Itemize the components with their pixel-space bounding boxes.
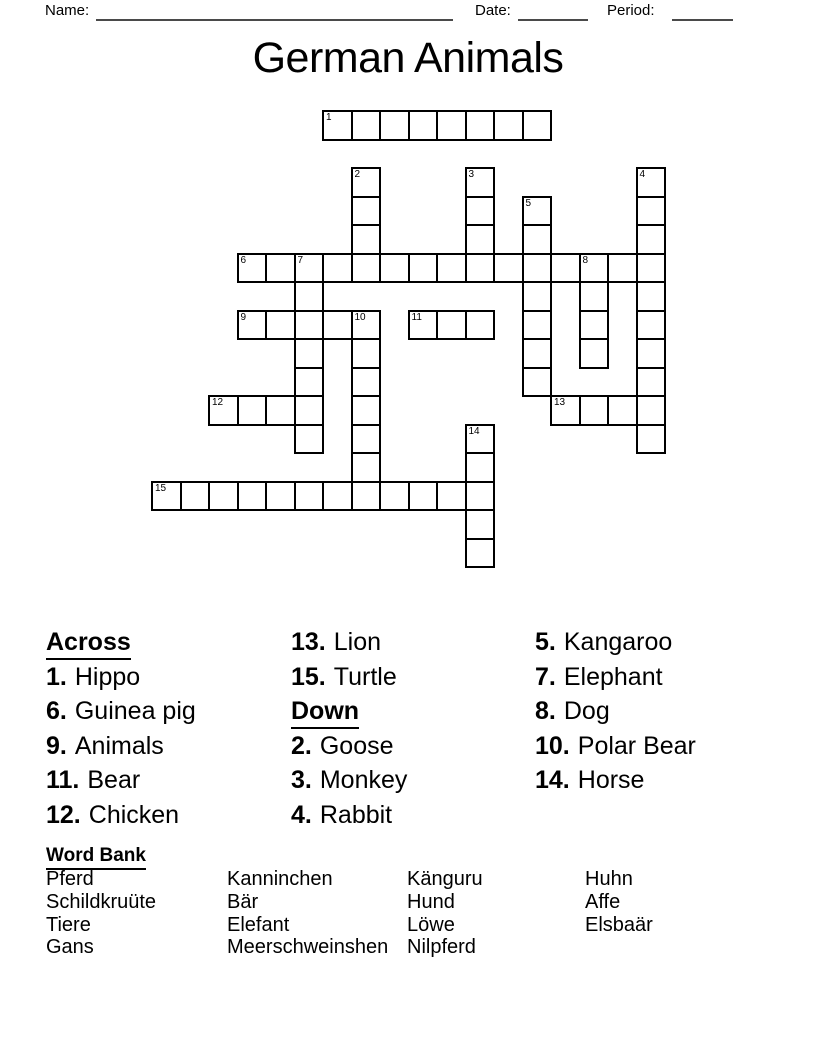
clue-item	[535, 729, 696, 764]
grid-cell	[351, 253, 382, 284]
grid-cell	[636, 196, 667, 227]
down-heading-text: Down	[291, 698, 359, 729]
grid-cell	[322, 310, 353, 341]
grid-cell	[465, 452, 496, 483]
grid-cell	[237, 395, 268, 426]
grid-cell	[351, 196, 382, 227]
word-bank-heading: Word Bank	[46, 845, 146, 870]
grid-cell	[351, 338, 382, 369]
grid-cell-number: 7	[297, 254, 304, 266]
clue-item	[46, 798, 196, 833]
grid-cell	[237, 310, 268, 341]
grid-cell	[436, 310, 467, 341]
grid-cell	[579, 395, 610, 426]
clue-number: 14.	[535, 766, 570, 794]
name-label: Name:	[45, 2, 90, 19]
clue-text: Hippo	[74, 662, 141, 691]
grid-cell-number: 13	[554, 397, 566, 408]
grid-cell	[208, 481, 239, 512]
clue-text: Dog	[563, 697, 610, 725]
grid-cell	[465, 196, 496, 227]
word-bank-item: Löwe	[407, 913, 455, 936]
grid-cell	[294, 281, 325, 312]
grid-cell	[522, 253, 553, 284]
word-bank-item: Bär	[227, 890, 259, 913]
page-title: German Animals	[252, 34, 564, 82]
grid-cell	[408, 310, 439, 341]
period-label: Period:	[607, 2, 655, 19]
clue-item	[46, 694, 196, 729]
grid-cell	[322, 253, 353, 284]
grid-cell	[436, 110, 467, 141]
grid-cell	[237, 481, 268, 512]
grid-cell	[351, 424, 382, 455]
clue-number: 1.	[46, 662, 67, 691]
clue-item	[291, 763, 407, 798]
date-label: Date:	[475, 2, 511, 19]
clue-item	[535, 625, 696, 660]
grid-cell	[522, 196, 553, 227]
grid-cell	[351, 167, 382, 198]
grid-cell	[351, 452, 382, 483]
grid-cell-number: 14	[468, 425, 480, 437]
grid-cell	[636, 367, 667, 398]
grid-cell	[408, 481, 439, 512]
clue-text: Rabbit	[319, 800, 393, 829]
grid-cell	[379, 253, 410, 284]
clue-item	[291, 660, 407, 695]
grid-cell	[636, 224, 667, 255]
grid-cell	[465, 538, 496, 569]
grid-cell	[465, 167, 496, 198]
grid-cell	[351, 224, 382, 255]
grid-cell	[579, 253, 610, 284]
clue-number: 15.	[291, 662, 326, 691]
clue-number: 3.	[291, 766, 312, 794]
word-bank-item: Tiere	[46, 913, 91, 936]
grid-cell	[550, 395, 581, 426]
clue-text: Chicken	[88, 800, 180, 829]
clue-item	[291, 625, 407, 660]
grid-cell	[379, 110, 410, 141]
down-heading	[291, 694, 407, 729]
grid-cell	[522, 224, 553, 255]
grid-cell	[636, 424, 667, 455]
clue-text: Guinea pig	[74, 697, 196, 725]
grid-cell	[465, 509, 496, 540]
grid-cell	[636, 395, 667, 426]
clue-item	[46, 660, 196, 695]
clue-column	[291, 625, 407, 832]
crossword-grid	[151, 110, 666, 568]
grid-cell	[351, 367, 382, 398]
grid-cell	[379, 481, 410, 512]
grid-cell	[636, 338, 667, 369]
grid-cell	[408, 110, 439, 141]
clue-text: Kangaroo	[563, 628, 673, 656]
name-fill-line	[96, 19, 453, 21]
grid-cell	[294, 253, 325, 284]
grid-cell	[294, 338, 325, 369]
clue-column	[535, 625, 696, 798]
grid-cell	[351, 310, 382, 341]
grid-cell	[522, 338, 553, 369]
clue-number: 5.	[535, 628, 556, 656]
clue-item	[535, 694, 696, 729]
grid-cell	[351, 395, 382, 426]
clue-item	[535, 660, 696, 695]
clue-number: 12.	[46, 800, 81, 829]
grid-cell	[322, 481, 353, 512]
grid-cell	[465, 310, 496, 341]
grid-cell	[522, 367, 553, 398]
clue-number: 10.	[535, 731, 570, 760]
grid-cell-number: 8	[582, 254, 589, 266]
grid-cell	[636, 253, 667, 284]
grid-cell	[522, 281, 553, 312]
word-bank-item: Gans	[46, 936, 94, 959]
word-bank-item: Schildkruüte	[46, 890, 157, 913]
word-bank-item: Pferd	[46, 868, 94, 890]
clue-text: Turtle	[333, 662, 397, 691]
across-heading-text: Across	[46, 629, 131, 660]
clue-number: 2.	[291, 731, 312, 760]
grid-cell	[294, 395, 325, 426]
grid-cell	[636, 310, 667, 341]
clue-number: 7.	[535, 662, 556, 691]
grid-cell-number: 12	[212, 397, 224, 408]
grid-cell-number: 9	[240, 311, 247, 323]
grid-cell	[522, 110, 553, 141]
grid-cell	[208, 395, 239, 426]
grid-cell-number: 1	[326, 112, 332, 123]
clue-text: Horse	[577, 766, 645, 794]
grid-cell	[636, 281, 667, 312]
grid-cell-number: 5	[525, 197, 532, 209]
grid-cell	[294, 424, 325, 455]
grid-cell	[237, 253, 268, 284]
clue-text: Animals	[74, 731, 164, 760]
grid-cell	[465, 253, 496, 284]
grid-cell	[465, 424, 496, 455]
clue-number: 11.	[46, 766, 80, 794]
clue-number: 4.	[291, 800, 312, 829]
grid-cell	[465, 110, 496, 141]
word-bank-item: Huhn	[585, 868, 633, 890]
grid-cell	[465, 224, 496, 255]
grid-cell	[465, 481, 496, 512]
grid-cell	[322, 110, 353, 141]
grid-cell	[579, 310, 610, 341]
clue-item	[291, 729, 407, 764]
grid-cell-number: 3	[468, 169, 475, 180]
grid-cell	[265, 395, 296, 426]
word-bank-column	[407, 868, 483, 959]
grid-cell	[493, 110, 524, 141]
clue-text: Bear	[87, 766, 141, 794]
grid-cell	[522, 310, 553, 341]
grid-cell-number: 15	[155, 482, 167, 494]
date-fill-line	[518, 19, 588, 21]
grid-cell	[265, 310, 296, 341]
clue-number: 13.	[291, 628, 326, 656]
grid-cell	[294, 310, 325, 341]
grid-cell	[151, 481, 182, 512]
clue-number: 6.	[46, 697, 67, 725]
across-heading	[46, 625, 196, 660]
word-bank-item: Kanninchen	[227, 868, 333, 890]
grid-cell	[579, 338, 610, 369]
grid-cell	[607, 253, 638, 284]
word-bank-column	[585, 868, 653, 936]
grid-cell-number: 2	[354, 169, 361, 180]
grid-cell-number: 4	[639, 169, 646, 180]
word-bank-item: Hund	[407, 890, 455, 913]
grid-cell-number: 10	[354, 311, 366, 323]
clue-number: 8.	[535, 697, 556, 725]
grid-cell	[493, 253, 524, 284]
grid-cell	[579, 281, 610, 312]
period-fill-line	[672, 19, 733, 21]
word-bank-item: Elsbaär	[585, 913, 653, 936]
word-bank-item: Känguru	[407, 868, 483, 890]
word-bank-item: Meerschweinshen	[227, 936, 389, 959]
clue-item	[291, 798, 407, 833]
word-bank-item: Affe	[585, 890, 621, 913]
clue-text: Polar Bear	[577, 731, 696, 760]
clue-number: 9.	[46, 731, 67, 760]
clue-text: Elephant	[563, 662, 663, 691]
word-bank-column	[46, 868, 156, 959]
grid-cell	[550, 253, 581, 284]
clue-text: Goose	[319, 731, 394, 760]
grid-cell	[436, 481, 467, 512]
clue-item	[535, 763, 696, 798]
grid-cell	[294, 367, 325, 398]
grid-cell	[351, 110, 382, 141]
grid-cell	[408, 253, 439, 284]
grid-cell-number: 6	[240, 254, 247, 266]
clue-item	[46, 729, 196, 764]
clue-item	[46, 763, 196, 798]
grid-cell	[294, 481, 325, 512]
grid-cell	[436, 253, 467, 284]
word-bank-column	[227, 868, 388, 959]
grid-cell	[180, 481, 211, 512]
clue-column	[46, 625, 196, 832]
clue-text: Monkey	[319, 766, 408, 794]
grid-cell	[351, 481, 382, 512]
word-bank-item: Elefant	[227, 913, 290, 936]
grid-cell	[265, 481, 296, 512]
grid-cell-number: 11	[411, 311, 422, 323]
clue-text: Lion	[333, 628, 382, 656]
word-bank-item: Nilpferd	[407, 936, 476, 959]
grid-cell	[636, 167, 667, 198]
grid-cell	[265, 253, 296, 284]
grid-cell	[607, 395, 638, 426]
